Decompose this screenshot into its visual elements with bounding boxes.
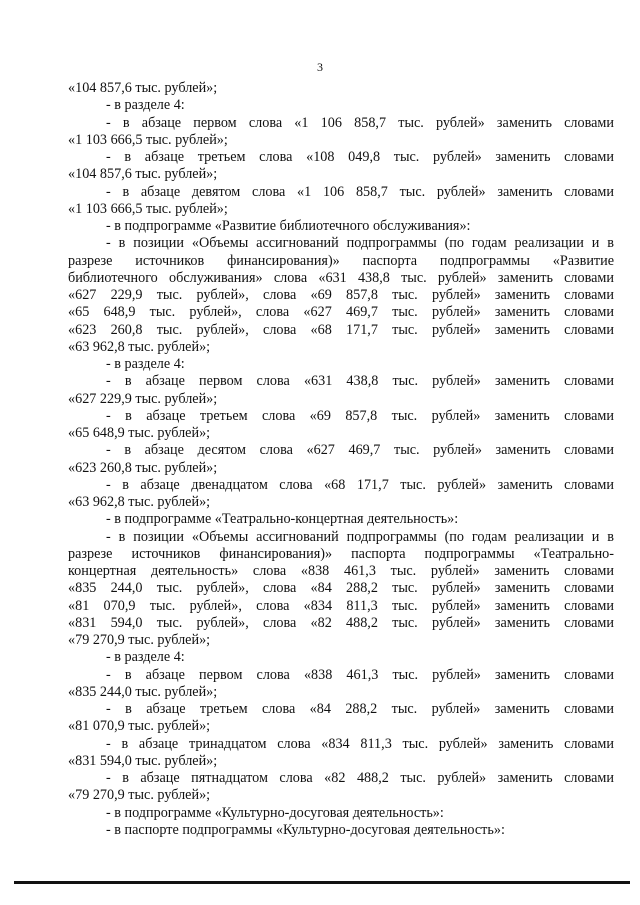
text-line: «835 244,0 тыс. рублей», слова «84 288,2 тыс. рублей» заменить словами — [68, 580, 614, 597]
text-line: - в абзаце десятом слова «627 469,7 тыс. рублей» заменить словами — [106, 442, 614, 459]
text-line: - в подпрограмме «Развитие библиотечного обслуживания»: — [106, 218, 471, 234]
text-line: «627 229,9 тыс. рублей», слова «69 857,8 тыс. рублей» заменить словами — [68, 287, 614, 303]
text-line: «81 070,9 тыс. рублей»; — [68, 718, 211, 735]
footer-rule — [14, 881, 630, 884]
text-line: «1 103 666,5 тыс. рублей»; — [68, 131, 228, 148]
text-line: «831 594,0 тыс. рублей», слова «82 488,2 тыс. рублей» заменить словами — [68, 614, 614, 631]
text-line: - в абзаце первом слова «838 461,3 тыс. рублей» заменить словами — [106, 666, 614, 683]
text-line: «627 229,9 тыс. рублей»; — [68, 390, 218, 407]
text-line: - в абзаце двенадцатом слова «68 171,7 тыс. рублей» заменить словами — [106, 476, 614, 493]
text-line: «65 648,9 тыс. рублей», слова «627 469,7 тыс. рублей» заменить словами — [68, 304, 614, 321]
text-line: «104 857,6 тыс. рублей»; — [68, 166, 218, 183]
document-body — [68, 80, 614, 839]
text-line: «65 648,9 тыс. рублей»; — [68, 425, 211, 441]
text-line: «831 594,0 тыс. рублей»; — [68, 752, 218, 769]
text-line: - в паспорте подпрограммы «Культурно-досуговая деятельность»: — [106, 821, 505, 838]
text-line: «63 962,8 тыс. рублей»; — [68, 338, 211, 355]
text-line: - в абзаце третьем слова «84 288,2 тыс. рублей» заменить словами — [106, 701, 614, 717]
text-line: - в абзаце тринадцатом слова «834 811,3 тыс. рублей» заменить словами — [106, 735, 614, 752]
text-line: - в абзаце девятом слова «1 106 858,7 тыс. рублей» заменить словами — [106, 183, 614, 200]
text-line: концертная деятельность» слова «838 461,3 тыс. рублей» заменить словами — [68, 563, 614, 579]
text-line: - в абзаце первом слова «1 106 858,7 тыс. рублей» заменить словами — [106, 114, 614, 131]
text-line: - в разделе 4: — [106, 97, 185, 114]
text-line: разрезе источников финансирования)» паспорта подпрограммы «Развитие — [68, 252, 614, 269]
text-line: - в разделе 4: — [106, 356, 185, 372]
text-line: «79 270,9 тыс. рублей»; — [68, 632, 211, 648]
text-line: «623 260,8 тыс. рублей»; — [68, 459, 218, 476]
text-line: разрезе источников финансирования)» паспорта подпрограммы «Театрально- — [68, 545, 614, 562]
text-line: библиотечного обслуживания» слова «631 438,8 тыс. рублей» заменить словами — [68, 269, 614, 286]
text-line: «81 070,9 тыс. рублей», слова «834 811,3 тыс. рублей» заменить словами — [68, 597, 614, 614]
text-line: - в абзаце пятнадцатом слова «82 488,2 тыс. рублей» заменить словами — [106, 770, 614, 786]
text-line: - в абзаце первом слова «631 438,8 тыс. рублей» заменить словами — [106, 373, 614, 390]
text-line: - в абзаце третьем слова «69 857,8 тыс. рублей» заменить словами — [106, 407, 614, 424]
text-line: - в абзаце третьем слова «108 049,8 тыс. рублей» заменить словами — [106, 149, 614, 165]
text-line: «835 244,0 тыс. рублей»; — [68, 683, 218, 700]
text-line: «104 857,6 тыс. рублей»; — [68, 80, 218, 96]
text-line: - в подпрограмме «Театрально-концертная деятельность»: — [106, 511, 459, 528]
text-line: - в позиции «Объемы ассигнований подпрограммы (по годам реализации и в — [106, 235, 614, 252]
text-line: «79 270,9 тыс. рублей»; — [68, 787, 211, 804]
text-line: - в разделе 4: — [106, 649, 185, 666]
text-line: - в позиции «Объемы ассигнований подпрограммы (по годам реализации и в — [106, 528, 614, 545]
text-line: «623 260,8 тыс. рублей», слова «68 171,7 тыс. рублей» заменить словами — [68, 321, 614, 338]
text-line: - в подпрограмме «Культурно-досуговая деятельность»: — [106, 804, 444, 821]
text-line: «1 103 666,5 тыс. рублей»; — [68, 200, 228, 217]
page-number: 3 — [317, 60, 323, 74]
text-line: «63 962,8 тыс. рублей»; — [68, 494, 211, 510]
